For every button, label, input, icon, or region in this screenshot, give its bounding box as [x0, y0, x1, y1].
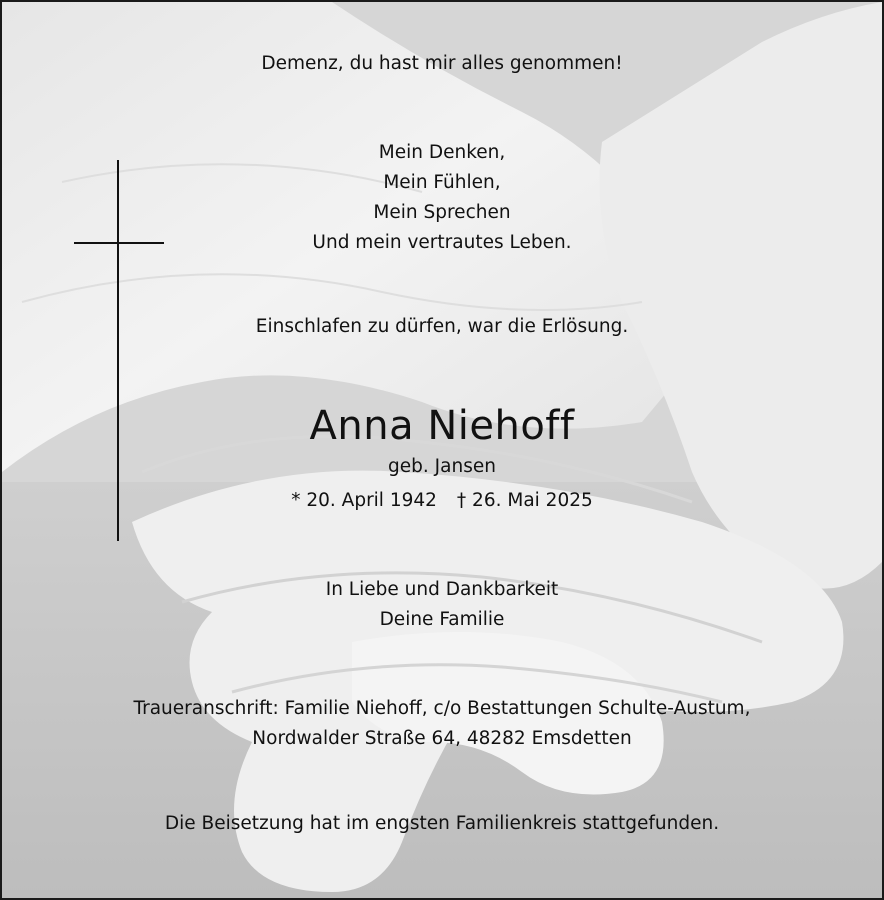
death-date: † 26. Mai 2025: [456, 490, 593, 511]
poem-line: Mein Sprechen: [373, 202, 511, 223]
burial-note: Die Beisetzung hat im engsten Familienkreis stattgefunden.: [164, 813, 720, 834]
poem-line: Und mein vertrautes Leben.: [312, 232, 572, 253]
closing-signature: Deine Familie: [379, 609, 505, 630]
born-name: geb. Jansen: [388, 456, 496, 477]
birth-date: * 20. April 1942: [291, 490, 437, 511]
poem-line: Mein Fühlen,: [383, 172, 501, 193]
headline: Demenz, du hast mir alles genommen!: [261, 53, 623, 74]
closing-line: In Liebe und Dankbarkeit: [325, 579, 559, 600]
deceased-name: Anna Niehoff: [309, 403, 575, 449]
address-line: Traueranschrift: Familie Niehoff, c/o Bestattungen Schulte-Austum,: [133, 698, 751, 719]
address-line: Nordwalder Straße 64, 48282 Emsdetten: [252, 728, 632, 749]
life-dates: [2, 486, 882, 516]
folded-hands-image: [2, 2, 882, 898]
poem-line: Mein Denken,: [378, 142, 506, 163]
release-line: Einschlafen zu dürfen, war die Erlösung.: [255, 316, 629, 337]
